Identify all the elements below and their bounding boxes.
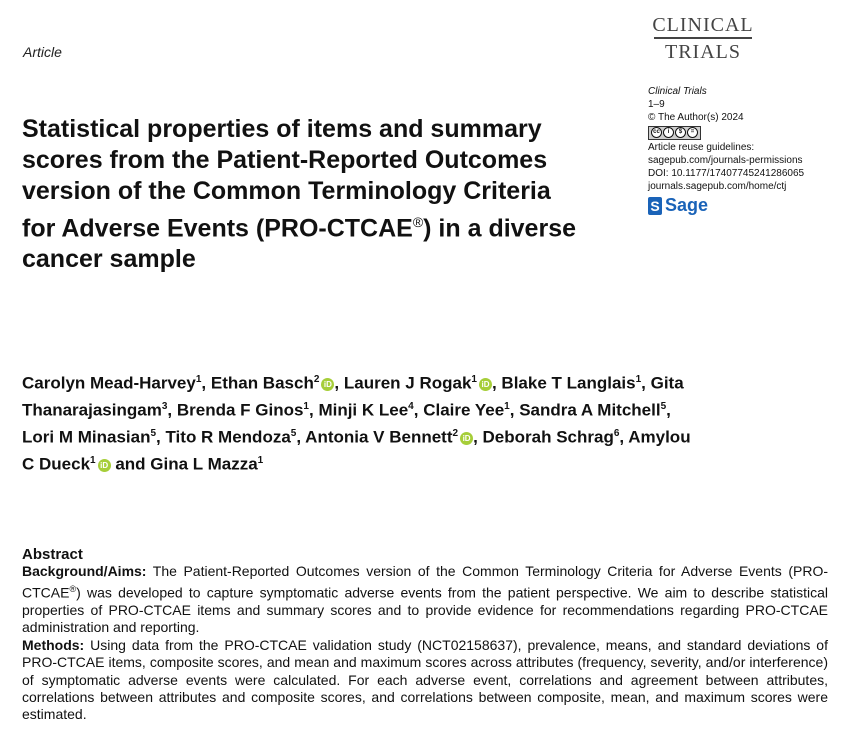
author-name[interactable]: Brenda F Ginos [176,400,304,420]
author-separator: , [619,427,629,447]
author-name[interactable]: Carolyn Mead-Harvey [22,373,196,393]
author-name[interactable]: Ethan Basch [210,373,314,393]
journal-name: Clinical Trials [648,86,707,97]
abstract-heading: Abstract [22,546,83,563]
author-separator: , [666,400,671,420]
author-affiliation: 5 [290,428,297,440]
author-affiliation: 1 [257,455,264,467]
title-end: ) in a diverse cancer sample [22,214,577,274]
author-separator: , [201,373,211,393]
background-label: Background/Aims: [22,563,147,580]
background-text-b: ) was developed to capture symptomatic adverse events from the patient perspective. We aim to describe statistical properties of PRO-CTCAE items and summary scores and to provide evidence for recommendations regarding PRO-CTCAE administration and reporting. [22,584,828,636]
publisher-logo [648,197,848,215]
author-separator: , [156,427,166,447]
author-name[interactable]: Blake T Langlais [501,373,636,393]
author-name[interactable]: Antonia V Bennett [305,427,453,447]
author-separator: , [491,373,502,393]
author-separator: , [509,400,520,420]
cc-license-badge[interactable] [648,126,701,140]
author-affiliation: 1 [504,401,510,413]
publication-meta [648,85,848,215]
orcid-icon[interactable]: iD [460,432,473,445]
reuse-label: Article reuse guidelines: [648,141,755,153]
author-affiliation: 2 [313,374,320,385]
author-separator: , [334,373,344,393]
author-affiliation: 4 [408,401,414,413]
cc-license-symbol-icon: $ [675,127,686,138]
background-text-a: The Patient-Reported Outcomes version of the Common Terminology Criteria for Adverse Events (PRO-CTCAE [22,563,828,601]
author-list [22,368,702,477]
abstract-methods [22,637,828,724]
author-affiliation: 1 [471,374,477,385]
title-main: Statistical properties of items and summary scores from the Patient-Reported Outcomes version of the Common Terminology Criteria for Adverse Events (PRO-CTCAE [22,115,551,243]
author-affiliation: 5 [660,401,667,413]
cc-license-symbol-icon: cc [651,127,662,138]
copyright: © The Author(s) 2024 [648,112,744,123]
author-name[interactable]: Gina L Mazza [150,455,258,475]
article-type-label: Article [23,44,62,60]
journal-logo-line2: TRIALS [665,41,741,63]
author-name[interactable]: Sandra A Mitchell [519,400,661,420]
author-affiliation: 1 [635,374,642,385]
author-name[interactable]: Claire Yee [423,400,505,420]
methods-label: Methods: [22,636,85,653]
doi[interactable]: DOI: 10.1177/17407745241286065 [648,167,805,179]
reuse-link[interactable]: sagepub.com/journals-permissions [648,154,803,166]
journal-logo-rule [654,37,752,39]
orcid-icon[interactable]: iD [98,459,111,472]
author-affiliation: 5 [150,428,157,440]
author-affiliation: 2 [452,428,459,440]
author-affiliation: 6 [613,428,620,440]
journal-url[interactable]: journals.sagepub.com/home/ctj [648,180,787,192]
author-affiliation: 1 [303,401,309,413]
author-name[interactable]: Lauren J Rogak [343,373,472,393]
orcid-icon[interactable]: iD [321,378,334,391]
author-name[interactable]: Amylou C Dueck [22,427,691,475]
author-name[interactable]: Minji K Lee [318,400,409,420]
author-separator: , [308,400,319,420]
publisher-name: Sage [665,195,709,215]
title-registered-mark: ® [412,214,424,230]
abstract-background [22,563,828,636]
author-separator: , [413,400,424,420]
author-separator: , [296,427,306,447]
author-name[interactable]: Gita Thanarajasingam [22,373,684,420]
author-separator: , [641,373,651,393]
methods-text: Using data from the PRO-CTCAE validation study (NCT02158637), prevalence, means, and standard deviations of PRO-CTCAE items, composite scores, and mean and maximum scores across attributes (frequency, severity, and/or interference) of symptomatic adverse events were calculated. For each adverse event, correlations and agreement between attributes, correlations between attributes and composite scores, and correlations between composite, mean, and maximum scores were estimated. [22,636,828,723]
article-title [22,114,582,275]
author-separator: , [473,427,483,447]
abstract [22,546,828,724]
journal-logo-line1: CLINICAL [652,14,754,36]
author-name[interactable]: Deborah Schrag [482,427,614,447]
orcid-icon[interactable]: iD [479,378,492,391]
author-separator: and [110,455,151,475]
journal-logo [648,14,758,63]
cc-license-symbol-icon: = [687,127,698,138]
author-affiliation: 1 [90,455,96,467]
author-name[interactable]: Tito R Mendoza [165,427,291,447]
author-affiliation: 1 [195,374,202,385]
page-range: 1–9 [648,99,665,110]
author-separator: , [167,400,177,420]
author-name[interactable]: Lori M Minasian [22,427,151,447]
sage-s-icon: S [648,197,662,215]
background-registered-mark: ® [69,583,77,594]
author-affiliation: 3 [161,401,168,413]
cc-license-symbol-icon: i [663,127,674,138]
